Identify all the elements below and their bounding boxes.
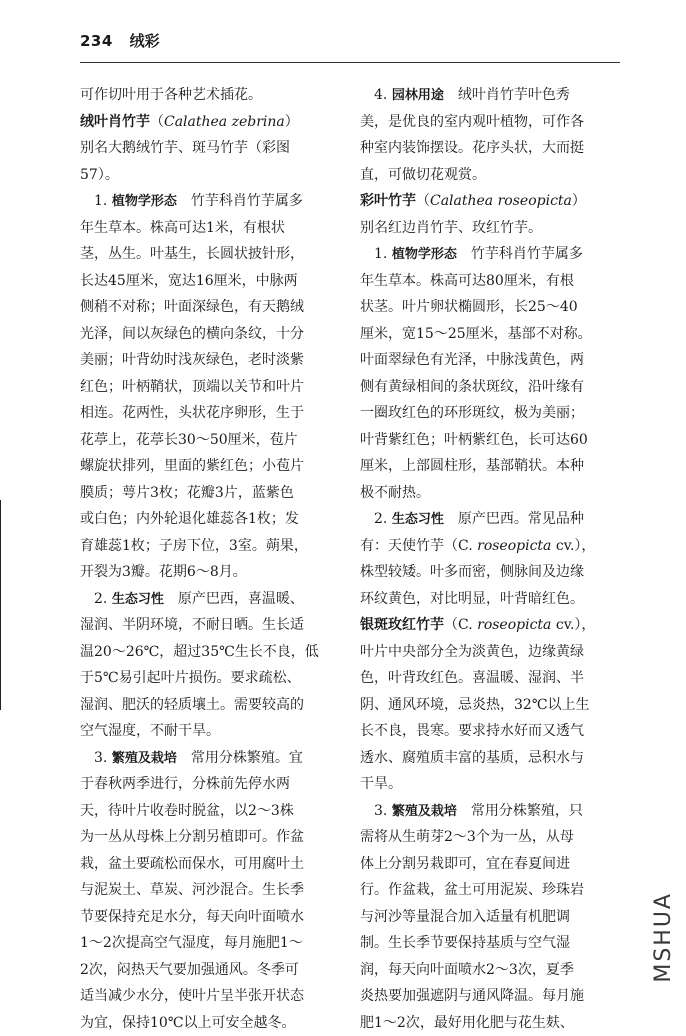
text-segment: 1. — [80, 193, 112, 209]
text-line: 花葶上，花葶长30～50厘米，苞片 — [80, 427, 342, 454]
species-name: 银斑玫红竹芋 — [360, 617, 444, 633]
text-segment: 原产巴西。常见品种 — [444, 511, 584, 527]
section-label: 园林用途 — [392, 88, 444, 103]
text-segment: 常用分株繁殖。宜 — [177, 750, 303, 766]
text-line: 株型较矮。叶多而密，侧脉间及边缘 — [360, 559, 622, 586]
text-segment: 绒叶肖竹芋叶色秀 — [444, 87, 570, 103]
text-line: 节要保持充足水分，每天向叶面喷水 — [80, 904, 342, 931]
text-segment: 常用分株繁殖，只 — [457, 803, 583, 819]
text-line: 肥1～2次，最好用化肥与花生麸、 — [360, 1010, 622, 1036]
text-line: 57）。 — [80, 162, 342, 189]
text-line — [80, 745, 342, 772]
latin-name: roseopicta — [477, 617, 551, 633]
text-line: 湿润、肥沃的轻质壤土。需要较高的 — [80, 692, 342, 719]
text-segment: ） — [572, 193, 586, 209]
text-line: 美丽；叶背幼时浅灰绿色，老时淡紫 — [80, 347, 342, 374]
text-segment: 4. — [360, 87, 392, 103]
section-label: 生态习性 — [112, 592, 164, 607]
text-line — [360, 798, 622, 825]
section-label: 繁殖及栽培 — [392, 804, 457, 819]
latin-name: Calathea zebrina — [164, 114, 285, 130]
text-line: 1～2次提高空气湿度，每月施肥1～ — [80, 930, 342, 957]
text-segment: （C. — [444, 617, 477, 633]
text-line: 长不良，畏寒。要求持水好而又透气 — [360, 718, 622, 745]
page-number: 234 — [80, 32, 113, 50]
text-line: 直，可做切花观赏。 — [360, 162, 622, 189]
text-line: 年生草本。株高可达1米，有根状 — [80, 215, 342, 242]
text-line: 或白色；内外轮退化雄蕊各1枚；发 — [80, 506, 342, 533]
text-line: 行。作盆栽，盆土可用泥炭、珍珠岩 — [360, 877, 622, 904]
text-line: 一圈玫红色的环形斑纹，极为美丽； — [360, 400, 622, 427]
text-line: 膜质；萼片3枚；花瓣3片，蓝紫色 — [80, 480, 342, 507]
text-line — [360, 612, 622, 639]
text-line: 种室内装饰摆设。花序头状，大而挺 — [360, 135, 622, 162]
text-line — [80, 109, 342, 136]
text-line: 厘米，宽15～25厘米，基部不对称。 — [360, 321, 622, 348]
watermark: MSHUA — [651, 892, 676, 983]
text-line — [360, 533, 622, 560]
text-segment: cv.）， — [551, 538, 595, 554]
text-segment: 2. — [360, 511, 392, 527]
text-line: 天，待叶片收卷时脱盆，以2～3株 — [80, 798, 342, 825]
text-line: 别名红边肖竹芋、玫红竹芋。 — [360, 215, 622, 242]
text-line: 体上分割另栽即可，宜在春夏间进 — [360, 851, 622, 878]
text-line: 侧稍不对称；叶面深绿色，有天鹅绒 — [80, 294, 342, 321]
text-line: 侧有黄绿相间的条状斑纹，沿叶缘有 — [360, 374, 622, 401]
text-line: 别名大鹅绒竹芋、斑马竹芋（彩图 — [80, 135, 342, 162]
text-segment: （ — [150, 114, 164, 130]
chapter-title: 绒彩 — [130, 32, 160, 50]
text-line: 制。生长季节要保持基质与空气湿 — [360, 930, 622, 957]
text-segment: cv.）， — [551, 617, 595, 633]
text-line: 环纹黄色，对比明显，叶背暗红色。 — [360, 586, 622, 613]
text-line: 需将从生萌芽2～3个为一丛，从母 — [360, 824, 622, 851]
text-line — [360, 241, 622, 268]
text-line: 炎热要加强遮阴与通风降温。每月施 — [360, 983, 622, 1010]
text-line: 叶面翠绿色有光泽，中脉浅黄色，两 — [360, 347, 622, 374]
text-segment: 原产巴西，喜温暖、 — [164, 591, 304, 607]
text-segment: （ — [416, 193, 430, 209]
text-line: 叶背紫红色；叶柄紫红色，长可达60 — [360, 427, 622, 454]
section-label: 植物学形态 — [112, 194, 177, 209]
text-line — [80, 188, 342, 215]
text-segment: ） — [285, 114, 299, 130]
text-line: 2次，闷热天气要加强通风。冬季可 — [80, 957, 342, 984]
running-header — [80, 30, 160, 51]
text-line: 开裂为3瓣。花期6～8月。 — [80, 559, 342, 586]
text-segment: 竹芋科肖竹芋属多 — [457, 246, 583, 262]
text-line: 栽，盆土要疏松而保水，可用腐叶土 — [80, 851, 342, 878]
text-line: 厘米，上部圆柱形，基部鞘状。本种 — [360, 453, 622, 480]
text-line: 育雄蕊1枚；子房下位，3室。蒴果， — [80, 533, 342, 560]
right-column — [360, 82, 622, 1036]
text-segment: 2. — [80, 591, 112, 607]
section-label: 植物学形态 — [392, 247, 457, 262]
text-line: 阴、通风环境，忌炎热，32℃以上生 — [360, 692, 622, 719]
text-line: 于5℃易引起叶片损伤。要求疏松、 — [80, 665, 342, 692]
text-line: 为宜，保持10℃以上可安全越冬。 — [80, 1010, 342, 1036]
text-line: 红色；叶柄鞘状，顶端以关节和叶片 — [80, 374, 342, 401]
scan-edge-line — [0, 500, 1, 710]
text-line: 于春秋两季进行，分株前先停水两 — [80, 771, 342, 798]
text-line: 叶片中央部分全为淡黄色，边缘黄绿 — [360, 639, 622, 666]
text-line: 干旱。 — [360, 771, 622, 798]
section-label: 繁殖及栽培 — [112, 751, 177, 766]
latin-name: roseopicta — [477, 538, 551, 554]
text-segment: 3. — [360, 803, 392, 819]
text-line: 长达45厘米，宽达16厘米，中脉两 — [80, 268, 342, 295]
text-line: 与泥炭土、草炭、河沙混合。生长季 — [80, 877, 342, 904]
text-line: 茎，丛生。叶基生，长圆状披针形， — [80, 241, 342, 268]
text-line: 湿润、半阴环境，不耐日晒。生长适 — [80, 612, 342, 639]
text-line: 年生草本。株高可达80厘米，有根 — [360, 268, 622, 295]
text-line: 润，每天向叶面喷水2～3次，夏季 — [360, 957, 622, 984]
text-line: 适当减少水分，使叶片呈半张开状态 — [80, 983, 342, 1010]
left-column — [80, 82, 342, 1036]
text-segment: 3. — [80, 750, 112, 766]
text-segment: 竹芋科肖竹芋属多 — [177, 193, 303, 209]
text-line: 螺旋状排列，里面的紫红色；小苞片 — [80, 453, 342, 480]
text-line: 可作切叶用于各种艺术插花。 — [80, 82, 342, 109]
text-line — [360, 82, 622, 109]
text-line: 温20～26℃，超过35℃生长不良，低 — [80, 639, 342, 666]
latin-name: Calathea roseopicta — [430, 193, 572, 209]
text-line: 与河沙等量混合加入适量有机肥调 — [360, 904, 622, 931]
text-line — [80, 586, 342, 613]
header-rule — [80, 62, 620, 63]
species-name: 彩叶竹芋 — [360, 193, 416, 209]
text-segment: 有：天使竹芋（C. — [360, 538, 477, 554]
text-line: 状茎。叶片卵状椭圆形，长25～40 — [360, 294, 622, 321]
text-line: 美，是优良的室内观叶植物，可作各 — [360, 109, 622, 136]
text-line: 空气湿度，不耐干旱。 — [80, 718, 342, 745]
text-line: 光泽，间以灰绿色的横向条纹，十分 — [80, 321, 342, 348]
text-line — [360, 506, 622, 533]
text-line: 透水、腐殖质丰富的基质，忌积水与 — [360, 745, 622, 772]
text-line: 为一丛从母株上分割另植即可。作盆 — [80, 824, 342, 851]
text-line — [360, 188, 622, 215]
text-segment: 1. — [360, 246, 392, 262]
text-line: 色，叶背玫红色。喜温暖、湿润、半 — [360, 665, 622, 692]
text-line: 相连。花两性，头状花序卵形，生于 — [80, 400, 342, 427]
species-name: 绒叶肖竹芋 — [80, 114, 150, 130]
text-line: 极不耐热。 — [360, 480, 622, 507]
section-label: 生态习性 — [392, 512, 444, 527]
